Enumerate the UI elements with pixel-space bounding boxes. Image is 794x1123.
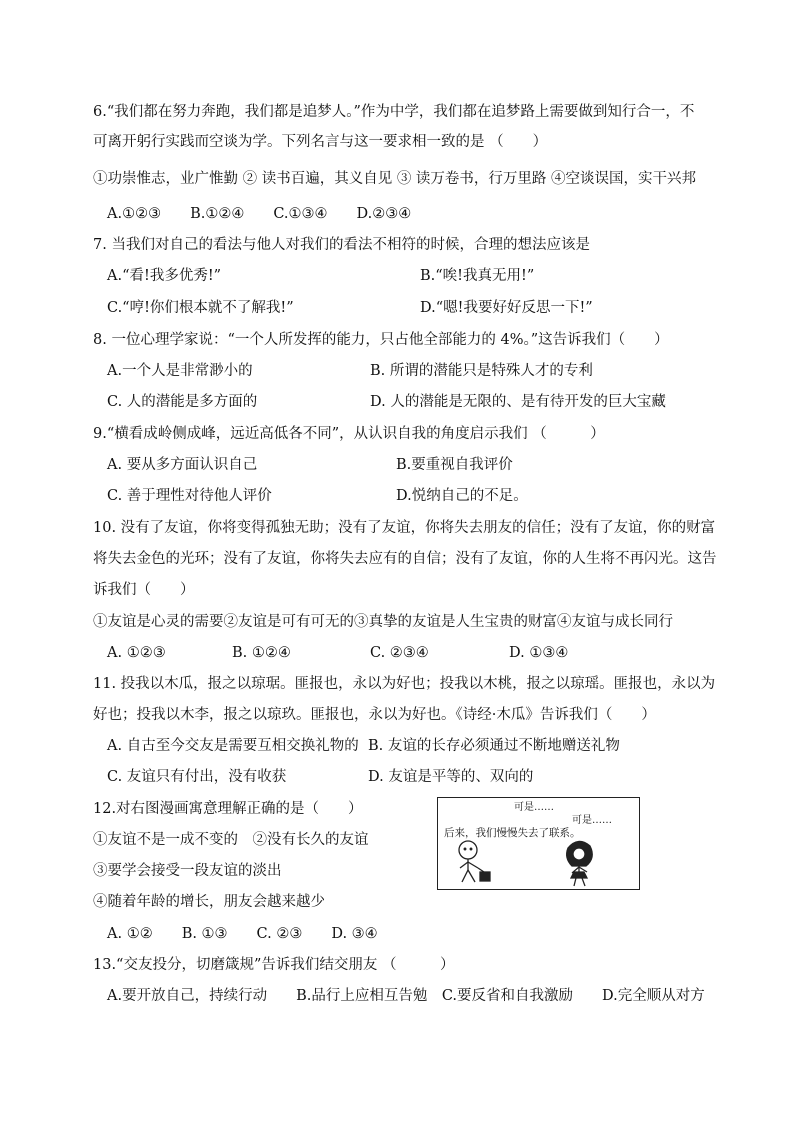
q11-option-a: A. 自古至今交友是需要互相交换礼物的 bbox=[107, 738, 359, 754]
q9-stem: 9.“横看成岭侧成峰，远近高低各不同”，从认识自我的角度启示我们 （ ） bbox=[93, 426, 605, 442]
q10-option-b: B. ①②④ bbox=[232, 645, 291, 661]
q9-option-d: D.悦纳自己的不足。 bbox=[396, 488, 528, 504]
q7-option-d: D.“嗯!我要好好反思一下!” bbox=[420, 300, 593, 316]
q7-option-b: B.“唉!我真无用!” bbox=[420, 268, 535, 284]
q13-options: A.要开放自己，持续行动 B.品行上应相互告勉 C.要反省和自我激励 D.完全顺从对方 bbox=[107, 988, 705, 1004]
q8-option-a: A.一个人是非常渺小的 bbox=[107, 363, 253, 379]
cartoon-caption-right: 可是…… bbox=[572, 815, 612, 826]
q10-option-a: A. ①②③ bbox=[107, 645, 166, 661]
q7-option-c: C.“哼!你们根本就不了解我!” bbox=[107, 300, 294, 316]
cartoon-drawing bbox=[438, 798, 638, 888]
q13-stem: 13.“交友投分，切磨箴规”告诉我们结交朋友 （ ） bbox=[93, 957, 455, 973]
q10-option-d: D. ①③④ bbox=[509, 645, 569, 661]
q9-option-b: B.要重视自我评价 bbox=[396, 457, 513, 473]
q12-item-1-2: ①友谊不是一成不变的 ②没有长久的友谊 bbox=[93, 832, 369, 848]
q10-stem-line3: 诉我们（ ） bbox=[93, 582, 195, 598]
q6-stem-line1: 6.“我们都在努力奔跑，我们都是追梦人。”作为中学，我们都在追梦路上需要做到知行合一，不 bbox=[93, 104, 695, 120]
q6-stem-line2: 可离开躬行实践而空谈为学。下列名言与这一要求相一致的是 （ ） bbox=[93, 134, 548, 150]
cartoon-caption-main: 后来，我们慢慢失去了联系。 bbox=[444, 827, 581, 839]
q11-option-c: C. 友谊只有付出，没有收获 bbox=[107, 769, 287, 785]
q7-option-a: A.“看!我多优秀!” bbox=[107, 268, 222, 284]
q10-items: ①友谊是心灵的需要②友谊是可有可无的③真挚的友谊是人生宝贵的财富④友谊与成长同行 bbox=[93, 614, 673, 630]
q12-stem: 12.对右图漫画寓意理解正确的是（ ） bbox=[93, 801, 363, 817]
q8-stem: 8. 一位心理学家说：“一个人所发挥的能力，只占他全部能力的 4%。”这告诉我们（ ） bbox=[93, 332, 669, 348]
q12-item-3: ③要学会接受一段友谊的淡出 bbox=[93, 863, 282, 879]
q11-option-d: D. 友谊是平等的、双向的 bbox=[368, 769, 534, 785]
q9-option-c: C. 善于理性对待他人评价 bbox=[107, 488, 272, 504]
boy-figure-icon bbox=[459, 841, 490, 882]
q8-option-b: B. 所谓的潜能只是特殊人才的专利 bbox=[370, 363, 593, 379]
cartoon-caption-left: 可是…… bbox=[514, 802, 554, 813]
q8-option-c: C. 人的潜能是多方面的 bbox=[107, 394, 258, 410]
q12-options: A. ①② B. ①③ C. ②③ D. ③④ bbox=[107, 926, 378, 942]
q12-item-4: ④随着年龄的增长，朋友会越来越少 bbox=[93, 894, 325, 910]
q9-option-a: A. 要从多方面认识自己 bbox=[107, 457, 258, 473]
q11-stem-line1: 11. 投我以木瓜，报之以琼琚。匪报也，永以为好也；投我以木桃，报之以琼瑶。匪报也，永以为 bbox=[93, 676, 716, 692]
q8-option-d: D. 人的潜能是无限的、是有待开发的巨大宝藏 bbox=[370, 394, 666, 410]
friendship-cartoon bbox=[437, 797, 640, 890]
q10-stem-line1: 10. 没有了友谊，你将变得孤独无助；没有了友谊，你将失去朋友的信任；没有了友谊，你的财富 bbox=[93, 520, 716, 536]
q6-options: A.①②③ B.①②④ C.①③④ D.②③④ bbox=[107, 206, 412, 222]
q10-stem-line2: 将失去金色的光环；没有了友谊，你将失去应有的自信；没有了友谊，你的人生将不再闪光。这告 bbox=[93, 551, 717, 567]
girl-figure-icon bbox=[567, 841, 593, 886]
q11-option-b: B. 友谊的长存必须通过不断地赠送礼物 bbox=[368, 738, 620, 754]
q7-stem: 7. 当我们对自己的看法与他人对我们的看法不相符的时候，合理的想法应该是 bbox=[93, 237, 590, 253]
q6-items: ①功崇惟志，业广惟勤 ② 读书百遍，其义自见 ③ 读万卷书，行万里路 ④空谈误国，实干兴邦 bbox=[93, 171, 697, 187]
q10-option-c: C. ②③④ bbox=[370, 645, 429, 661]
q11-stem-line2: 好也；投我以木李，报之以琼玖。匪报也，永以为好也。《诗经·木瓜》告诉我们（ ） bbox=[93, 707, 656, 723]
